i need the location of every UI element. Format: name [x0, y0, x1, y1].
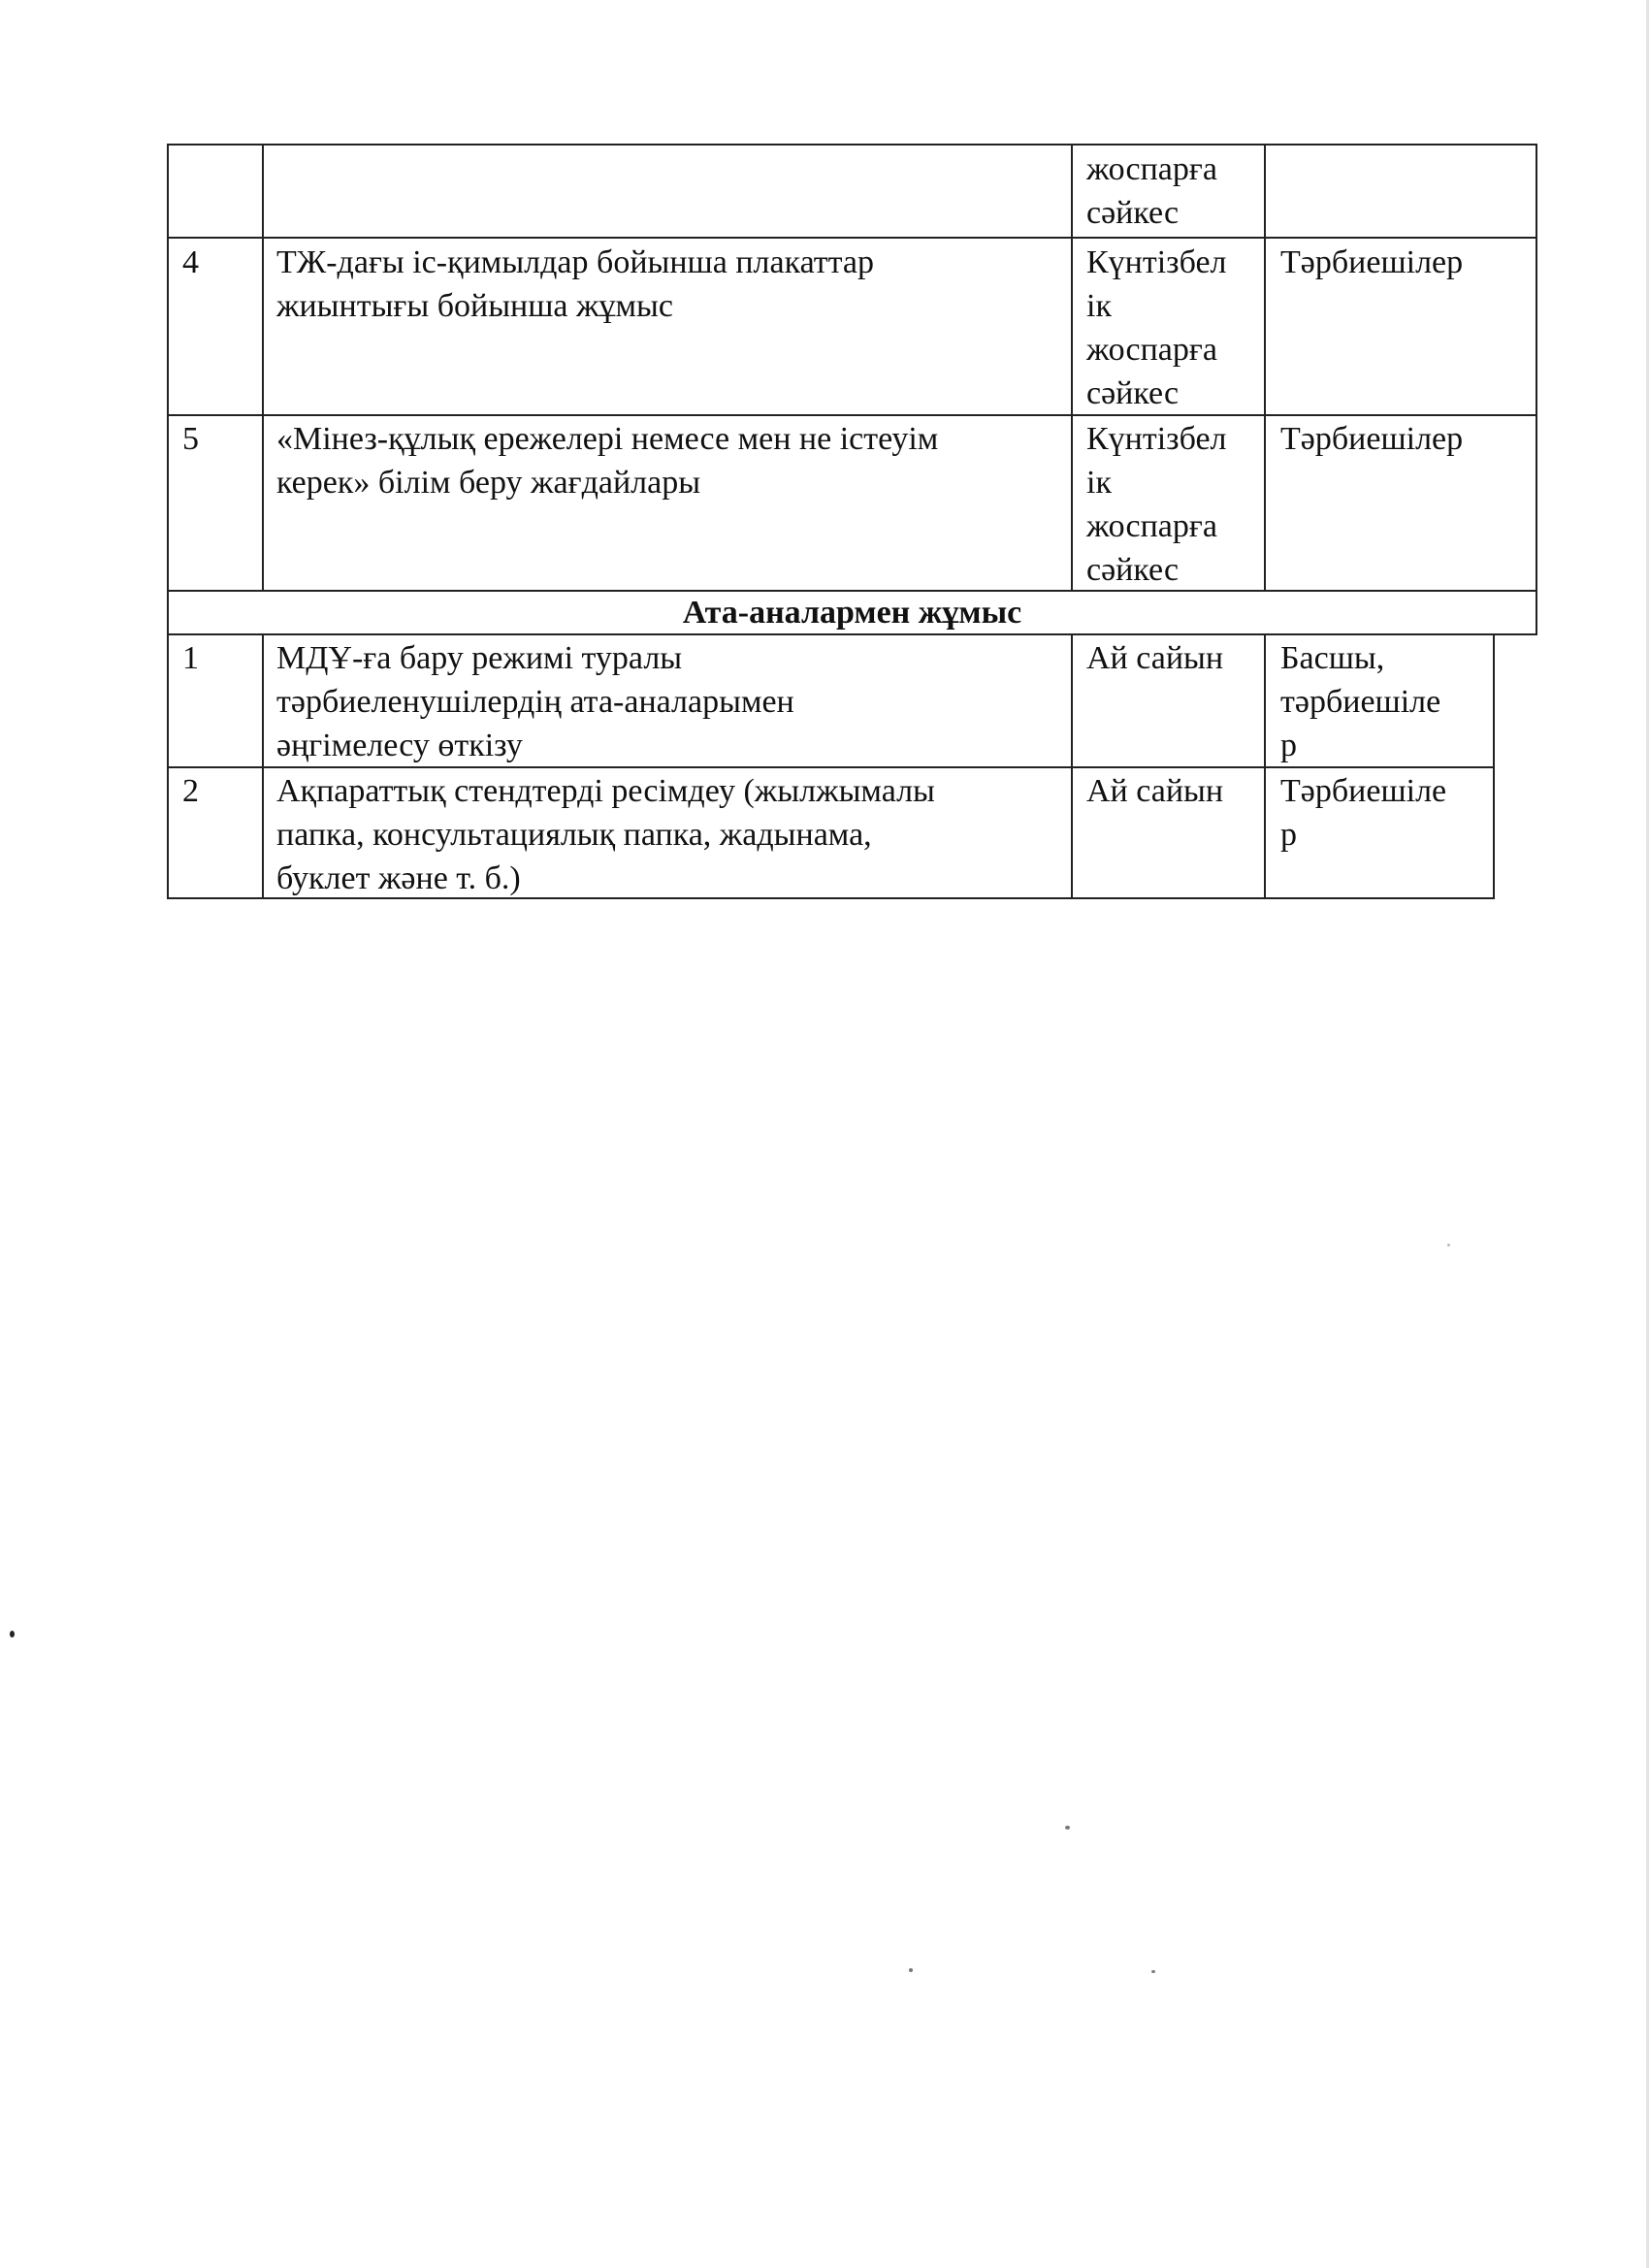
deadline-cell: Күнтізбел ік жоспарға сәйкес	[1086, 244, 1227, 411]
activity-cell: ТЖ-дағы іс-қимылдар бойынша плакаттар жиынтығы бойынша жұмыс	[276, 244, 875, 324]
column-divider	[1264, 633, 1266, 899]
scan-speck	[1447, 1244, 1450, 1247]
table-border-left	[167, 144, 169, 899]
responsible-cell: Басшы, тәрбиешіле р	[1280, 640, 1441, 763]
activity-cell: Ақпараттық стендтерді ресімдеу (жылжымалы папка, консультациялық папка, жадынама, буклет және т. б.)	[276, 773, 935, 896]
row-number: 2	[182, 773, 199, 809]
column-divider	[262, 144, 264, 591]
deadline-cell: Күнтізбел ік жоспарға сәйкес	[1086, 421, 1227, 588]
responsible-cell: Тәрбиешілер	[1280, 244, 1464, 280]
scan-speck	[909, 1968, 913, 1972]
column-divider	[1071, 144, 1073, 591]
responsible-cell: Тәрбиешілер	[1280, 421, 1464, 457]
activity-cell: МДҰ-ға бару режимі туралы тәрбиеленушілердің ата-аналарымен әңгімелесу өткізу	[276, 640, 794, 763]
row-number: 1	[182, 640, 199, 676]
deadline-cell: Ай сайын	[1086, 640, 1224, 676]
section-heading: Ата-аналармен жұмыс	[682, 595, 1022, 631]
deadline-cell: Ай сайын	[1086, 773, 1224, 809]
column-divider	[262, 633, 264, 899]
row-number: 4	[182, 244, 199, 280]
row-divider	[167, 414, 1537, 416]
column-divider	[1264, 144, 1266, 591]
activity-cell: «Мінез-құлық ережелері немесе мен не істеуім керек» білім беру жағдайлары	[276, 421, 939, 501]
row-divider	[167, 237, 1537, 239]
row-number: 5	[182, 421, 199, 457]
table-border-right-lower	[1493, 633, 1495, 899]
scan-speck	[1151, 1970, 1155, 1973]
table-border-right	[1536, 144, 1537, 635]
column-divider	[1071, 633, 1073, 899]
table-border-top	[167, 144, 1537, 146]
scan-speck	[10, 1631, 15, 1637]
responsible-cell: Тәрбиешіле р	[1280, 773, 1447, 853]
deadline-cell: жоспарға сәйкес	[1086, 151, 1217, 231]
scan-speck	[1065, 1826, 1070, 1830]
